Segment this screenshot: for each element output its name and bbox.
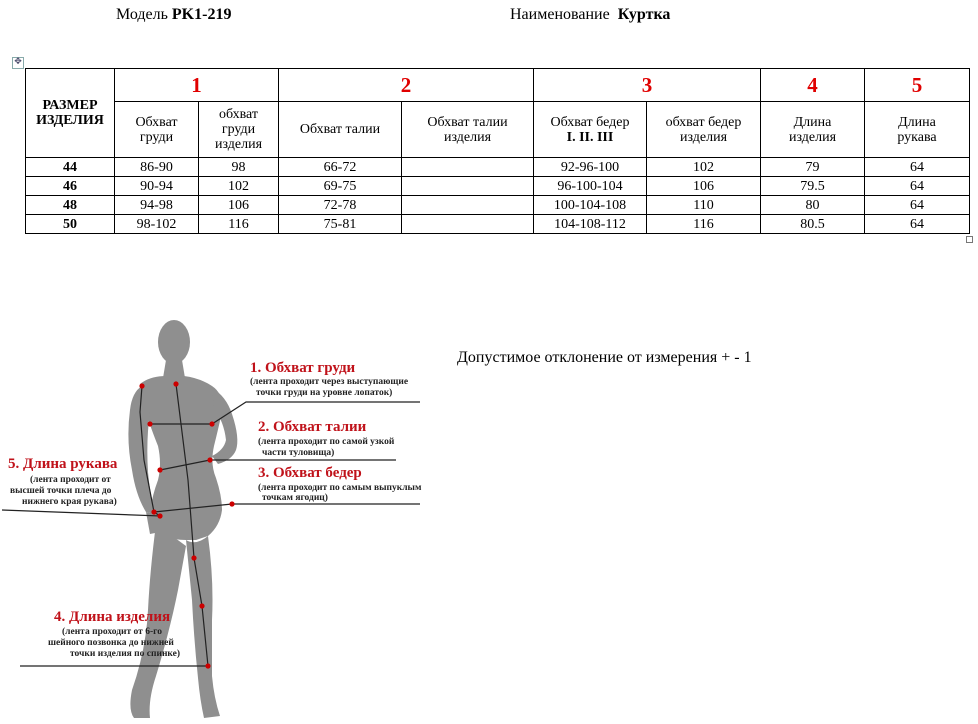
col-header-hips: Обхват бедер I. II. III: [534, 102, 647, 158]
col-header-garment-length: Длина изделия: [761, 102, 865, 158]
table-cell: [402, 177, 534, 196]
m5-desc-1: (лента проходит от: [30, 475, 111, 485]
table-row: [26, 177, 970, 196]
table-row: [26, 215, 970, 234]
size-cell: 44: [26, 158, 115, 177]
column-header-row: [26, 102, 970, 158]
col-header-sleeve-length: Длина рукава: [865, 102, 970, 158]
table-cell: 80.5: [761, 215, 865, 234]
group-1: 1: [115, 69, 279, 102]
table-cell: 64: [865, 196, 970, 215]
table-row: [26, 196, 970, 215]
measure-3-label: [258, 465, 422, 503]
measure-5-label: [8, 456, 118, 507]
table-cell: 75-81: [279, 215, 402, 234]
table-move-handle-icon[interactable]: ✥: [12, 57, 24, 69]
col-header-hips-garment: обхват бедер изделия: [647, 102, 761, 158]
table-cell: 110: [647, 196, 761, 215]
table-cell: 98: [199, 158, 279, 177]
tolerance-note: Допустимое отклонение от измерения + - 1: [457, 349, 752, 366]
measure-2-label: [258, 419, 395, 458]
m5-desc-2: высшей точки плеча до: [10, 486, 112, 496]
group-2: 2: [279, 69, 534, 102]
m2-desc-2: части туловища): [262, 448, 335, 458]
table-cell: 102: [647, 158, 761, 177]
group-3: 3: [534, 69, 761, 102]
product-name-value: Куртка: [617, 6, 671, 23]
m5-title: 5. Длина рукава: [8, 456, 118, 472]
measure-1-label: [250, 360, 408, 398]
m1-title: 1. Обхват груди: [250, 360, 356, 376]
table-cell: 102: [199, 177, 279, 196]
table-cell: 90-94: [115, 177, 199, 196]
m5-desc-3: нижнего края рукава): [22, 497, 117, 507]
measure-4-label: [48, 609, 180, 659]
model-header: [116, 6, 231, 24]
table-resize-handle[interactable]: [966, 236, 973, 243]
col-header-waist-garment: Обхват талии изделия: [402, 102, 534, 158]
product-name-header: [510, 6, 670, 24]
table-cell: 104-108-112: [534, 215, 647, 234]
size-cell: 48: [26, 196, 115, 215]
size-column-header: [26, 69, 115, 158]
size-table: [25, 68, 970, 234]
table-cell: 92-96-100: [534, 158, 647, 177]
m4-desc-3: точки изделия по спинке): [70, 649, 181, 659]
size-cell: 46: [26, 177, 115, 196]
table-cell: 116: [199, 215, 279, 234]
group-4: 4: [761, 69, 865, 102]
m4-title: 4. Длина изделия: [54, 609, 171, 625]
table-cell: 100-104-108: [534, 196, 647, 215]
col-header-chest: Обхват груди: [115, 102, 199, 158]
table-cell: 64: [865, 158, 970, 177]
table-cell: 69-75: [279, 177, 402, 196]
m1-desc-2: точки груди на уровне лопаток): [256, 388, 393, 398]
table-cell: 98-102: [115, 215, 199, 234]
table-cell: [402, 158, 534, 177]
group-header-row: [26, 69, 970, 102]
table-cell: 96-100-104: [534, 177, 647, 196]
table-cell: 64: [865, 177, 970, 196]
table-cell: 64: [865, 215, 970, 234]
size-header-line2: ИЗДЕЛИЯ: [36, 113, 104, 128]
size-header-line1: РАЗМЕР: [42, 98, 98, 113]
table-cell: 72-78: [279, 196, 402, 215]
table-cell: 79.5: [761, 177, 865, 196]
m3-desc-2: точкам ягодиц): [262, 493, 328, 503]
table-cell: 106: [647, 177, 761, 196]
table-cell: [402, 215, 534, 234]
model-value: PK1-219: [171, 6, 232, 23]
m4-desc-2: шейного позвонка до нижней: [48, 638, 174, 648]
measurement-figure: [0, 300, 440, 724]
table-cell: 86-90: [115, 158, 199, 177]
m3-title: 3. Обхват бедер: [258, 465, 362, 481]
m2-title: 2. Обхват талии: [258, 419, 367, 435]
col-header-chest-garment: обхват груди изделия: [199, 102, 279, 158]
table-row: [26, 158, 970, 177]
m1-desc-1: (лента проходит через выступающие: [250, 377, 409, 387]
m3-desc-1: (лента проходит по самым выпуклым: [258, 483, 422, 493]
model-label: Модель: [116, 6, 168, 23]
table-cell: 80: [761, 196, 865, 215]
table-cell: 116: [647, 215, 761, 234]
product-name-label: Наименование: [510, 6, 610, 23]
table-cell: [402, 196, 534, 215]
table-cell: 66-72: [279, 158, 402, 177]
table-cell: 94-98: [115, 196, 199, 215]
m2-desc-1: (лента проходит по самой узкой: [258, 437, 395, 447]
group-5: 5: [865, 69, 970, 102]
col-header-waist: Обхват талии: [279, 102, 402, 158]
table-cell: 79: [761, 158, 865, 177]
m4-desc-1: (лента проходит от 6-го: [62, 627, 162, 637]
table-cell: 106: [199, 196, 279, 215]
size-cell: 50: [26, 215, 115, 234]
